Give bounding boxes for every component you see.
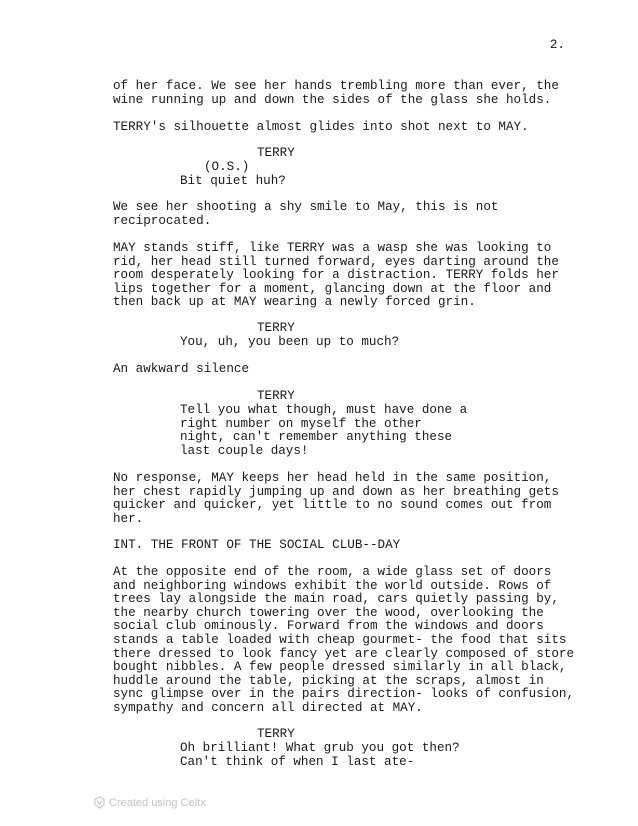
action-line: of her face. We see her hands trembling more than ever, the — [113, 79, 559, 93]
dialogue-line: last couple days! — [180, 443, 309, 458]
celtx-logo-icon — [94, 796, 105, 809]
action-line: and neighboring windows exhibit the world outside. Rows of — [113, 578, 552, 593]
action-line: At the opposite end of the room, a wide glass set of doors — [113, 565, 552, 579]
dialogue-line: Oh brilliant! What grub you got then? — [180, 741, 460, 755]
action-line: stands a table loaded with cheap gourmet- the food that sits — [113, 633, 567, 647]
action-line: her. — [113, 511, 144, 526]
action-line: sympathy and concern all directed at MAY. — [113, 701, 423, 715]
character-name: TERRY — [257, 321, 295, 335]
action-line: TERRY's silhouette almost glides into shot next to MAY. — [113, 120, 529, 134]
action-line: trees lay alongside the main road, cars quietly passing by, — [113, 592, 559, 607]
action-line: room desperately looking for a distraction. TERRY folds her — [113, 268, 559, 283]
character-name: TERRY — [257, 727, 295, 741]
action-line: the nearby church towering over the wood, overlooking the — [113, 605, 544, 620]
action-line: rid, her head still turned forward, eyes darting around the — [113, 254, 559, 269]
action-line: sync glimpse over in the pairs direction- looks of confusion, — [113, 687, 575, 702]
action-line: No response, MAY keeps her head held in the same position, — [113, 471, 552, 485]
dialogue-line: right number on myself the other — [180, 416, 422, 431]
dialogue-line: Can't think of when I last ate- — [180, 754, 415, 769]
action-line: MAY stands stiff, like TERRY was a wasp she was looking to — [113, 241, 552, 255]
dialogue-line: Tell you what though, must have done a — [180, 403, 468, 417]
dialogue-line: night, can't remember anything these — [180, 430, 453, 445]
action-line: lips together for a moment, glancing down at the floor and — [113, 281, 552, 296]
action-line: then back up at MAY wearing a newly forced grin. — [113, 295, 476, 310]
character-name: TERRY — [257, 146, 295, 160]
action-line: her chest rapidly jumping up and down as her breathing gets — [113, 484, 559, 499]
action-line: quicker and quicker, yet little to no sound comes out from — [113, 498, 552, 513]
character-name: TERRY — [257, 389, 295, 403]
action-line: We see her shooting a shy smile to May, this is not — [113, 200, 499, 214]
action-line: An awkward silence — [113, 362, 250, 376]
parenthetical: (O.S.) — [204, 160, 250, 174]
action-line: wine running up and down the sides of the glass she holds. — [113, 92, 552, 107]
footer-text: Created using Celtx — [109, 796, 206, 809]
action-line: there dressed to look fancy yet are clearly composed of store — [113, 646, 575, 661]
page-number: 2. — [549, 38, 565, 52]
action-line: INT. THE FRONT OF THE SOCIAL CLUB--DAY — [113, 538, 401, 552]
dialogue-line: You, uh, you been up to much? — [180, 335, 400, 349]
action-line: huddle around the table, picking at the scraps, almost in — [113, 673, 544, 688]
footer — [94, 796, 206, 809]
action-line: social club ominously. Forward from the windows and doors — [113, 619, 544, 634]
dialogue-line: Bit quiet huh? — [180, 174, 286, 188]
action-line: reciprocated. — [113, 213, 212, 228]
action-line: bought nibbles. A few people dressed similarly in all black, — [113, 660, 567, 675]
